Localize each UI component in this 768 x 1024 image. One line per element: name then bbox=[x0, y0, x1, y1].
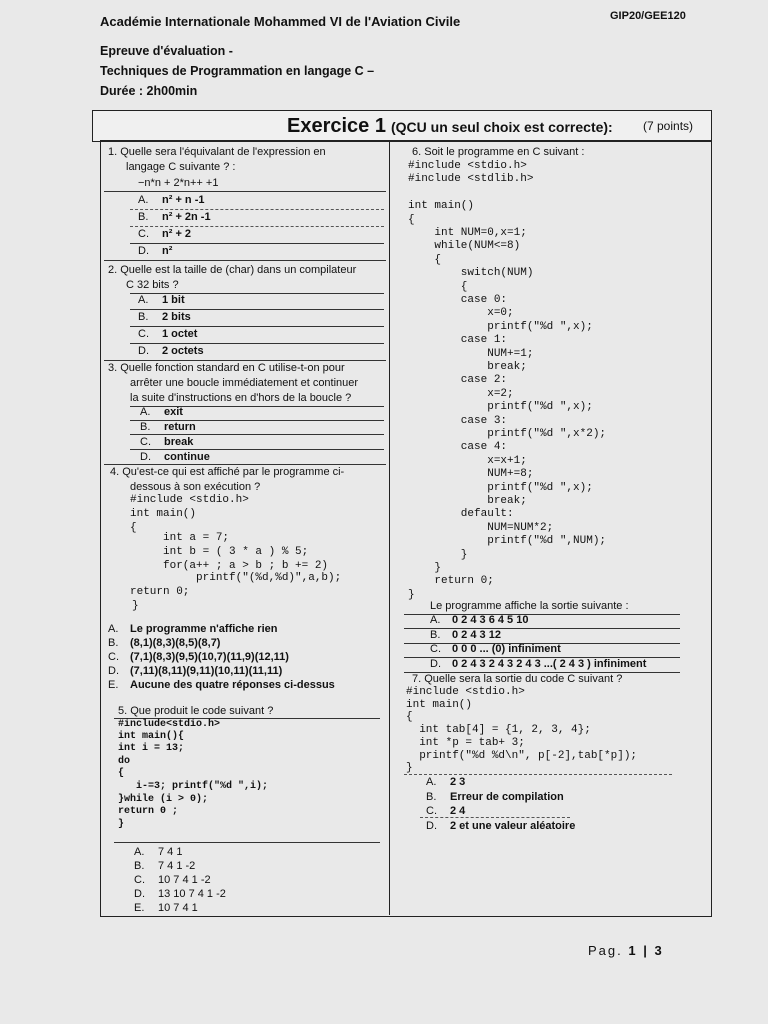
q3-text-line3: la suite d'instructions en d'hors de la boucle ? bbox=[130, 392, 352, 404]
q6-prompt: Le programme affiche la sortie suivante : bbox=[430, 600, 629, 612]
q6-code-line: x=x+1; bbox=[408, 454, 527, 467]
q6-code-line: { bbox=[408, 253, 442, 266]
q6-code-line: switch(NUM) bbox=[408, 267, 534, 280]
q5-option-d-letter: D. bbox=[134, 888, 145, 900]
q7-option-a: 2 3 bbox=[450, 776, 466, 788]
exam-duration: Durée : 2h00min bbox=[100, 84, 198, 98]
q7-option-c-letter: C. bbox=[426, 805, 437, 817]
q3-option-a-letter: A. bbox=[140, 406, 151, 418]
q7-option-c: 2 4 bbox=[450, 805, 466, 817]
q1-expression: −n*n + 2*n++ +1 bbox=[138, 177, 219, 189]
q4-code-line: int b = ( 3 * a ) % 5; bbox=[130, 546, 309, 558]
q4-code-line: printf("(%d,%d)",a,b); bbox=[130, 572, 342, 584]
q6-code-line: #include <stdlib.h> bbox=[408, 173, 534, 186]
q6-code-line: NUM+=1; bbox=[408, 347, 534, 360]
q5-code-line: int main(){ bbox=[118, 731, 185, 742]
q6-code-line: case 1: bbox=[408, 334, 508, 347]
q5-option-d: 13 10 7 4 1 -2 bbox=[158, 888, 226, 900]
q6-code-line: printf("%d ",x); bbox=[408, 401, 593, 414]
column-divider bbox=[389, 140, 390, 915]
q3-option-b-letter: B. bbox=[140, 421, 151, 433]
q6-code-line: return 0; bbox=[408, 575, 494, 588]
q5-code-line: #include<stdio.h> bbox=[118, 719, 221, 730]
q2-option-d-letter: D. bbox=[138, 345, 149, 357]
q3-text-line2: arrêter une boucle immédiatement et continuer bbox=[130, 377, 359, 389]
exercise-subtitle: (QCU un seul choix est correcte): bbox=[391, 119, 613, 135]
q4-option-b: (8,1)(8,3)(8,5)(8,7) bbox=[130, 637, 221, 649]
q6-option-c-letter: C. bbox=[430, 643, 441, 655]
q4-option-e: Aucune des quatre réponses ci-dessus bbox=[130, 679, 335, 691]
course-code: GIP20/GEE120 bbox=[610, 10, 686, 22]
q5-option-a-letter: A. bbox=[134, 846, 145, 858]
exercise-title-box bbox=[92, 110, 712, 142]
q4-option-c: (7,1)(8,3)(9,5)(10,7)(11,9)(12,11) bbox=[130, 651, 289, 663]
q5-code-line: return 0 ; bbox=[118, 806, 179, 817]
q5-option-e-letter: E. bbox=[134, 902, 145, 914]
q5-option-e: 10 7 4 1 bbox=[158, 902, 198, 914]
exercise-title: Exercice 1 bbox=[287, 115, 386, 137]
q7-option-b-letter: B. bbox=[426, 791, 437, 803]
q6-code-line: } bbox=[408, 562, 442, 574]
q1-option-a: n² + n -1 bbox=[162, 194, 205, 206]
q7-code-line: int main() bbox=[406, 699, 473, 711]
q3-option-d-letter: D. bbox=[140, 451, 151, 463]
q7-code-line: #include <stdio.h> bbox=[406, 686, 525, 698]
q6-option-c: 0 0 0 ... (0) infiniment bbox=[452, 643, 561, 655]
q4-code-line: } bbox=[132, 600, 139, 612]
q6-code-line: NUM+=8; bbox=[408, 468, 534, 481]
q1-option-b-letter: B. bbox=[138, 211, 149, 223]
q3-option-c-letter: C. bbox=[140, 436, 151, 448]
q4-option-c-letter: C. bbox=[108, 651, 119, 663]
q4-code-line: #include <stdio.h> bbox=[130, 494, 249, 506]
page-number bbox=[588, 943, 664, 958]
q2-option-a: 1 bit bbox=[162, 294, 185, 306]
q5-option-c-letter: C. bbox=[134, 874, 145, 886]
q4-option-e-letter: E. bbox=[108, 679, 119, 691]
q2-option-c: 1 octet bbox=[162, 328, 198, 340]
q6-option-a-letter: A. bbox=[430, 614, 441, 626]
q1-option-c-letter: C. bbox=[138, 228, 149, 240]
q7-option-d-letter: D. bbox=[426, 820, 437, 832]
q4-code-line: int main() bbox=[130, 508, 197, 520]
q4-code-line: int a = 7; bbox=[130, 532, 230, 544]
q6-code-line: x=0; bbox=[408, 307, 514, 320]
q7-code-line: int *p = tab+ 3; bbox=[406, 737, 525, 749]
q2-option-c-letter: C. bbox=[138, 328, 149, 340]
q6-code-line: int main() bbox=[408, 200, 475, 213]
q6-code-line: printf("%d ",x*2); bbox=[408, 428, 607, 440]
q6-code-line: default: bbox=[408, 508, 514, 521]
q6-option-b-letter: B. bbox=[430, 629, 441, 641]
q4-text-line1: 4. Qu'est-ce qui est affiché par le programme ci- bbox=[110, 466, 345, 478]
q6-code-line: x=2; bbox=[408, 387, 514, 400]
q1-option-b: n² + 2n -1 bbox=[162, 211, 211, 223]
q4-code-line: { bbox=[130, 522, 137, 534]
q6-code-line: printf("%d ",x); bbox=[408, 481, 593, 494]
q4-code-line: for(a++ ; a > b ; b += 2) bbox=[130, 560, 329, 572]
q5-code-line: int i = 13; bbox=[118, 743, 185, 754]
q6-text: 6. Soit le programme en C suivant : bbox=[412, 146, 585, 158]
q5-option-b: 7 4 1 -2 bbox=[158, 860, 196, 872]
exercise-points: (7 points) bbox=[643, 119, 694, 133]
q6-code-line: printf("%d ",x); bbox=[408, 320, 593, 333]
q3-option-a: exit bbox=[164, 406, 183, 418]
q7-text: 7. Quelle sera la sortie du code C suivant ? bbox=[412, 673, 623, 685]
q6-code-line: { bbox=[408, 213, 415, 226]
q1-option-d-letter: D. bbox=[138, 245, 149, 257]
q5-code-line: }while (i > 0); bbox=[118, 794, 209, 805]
q5-code-line: { bbox=[118, 768, 125, 779]
q3-text-line1: 3. Quelle fonction standard en C utilise-t-on pour bbox=[108, 362, 345, 374]
q1-option-c: n² + 2 bbox=[162, 228, 192, 240]
q2-text-line2: C 32 bits ? bbox=[126, 279, 179, 291]
q6-code-line: } bbox=[408, 548, 468, 561]
course-title: Techniques de Programmation en langage C – bbox=[100, 64, 375, 78]
q5-option-c: 10 7 4 1 -2 bbox=[158, 874, 211, 886]
q6-code-line: case 2: bbox=[408, 374, 508, 387]
q2-text-line1: 2. Quelle est la taille de (char) dans un compilateur bbox=[108, 264, 357, 276]
q1-option-a-letter: A. bbox=[138, 194, 149, 206]
institution-name: Académie Internationale Mohammed VI de l'Aviation Civile bbox=[100, 14, 461, 29]
q6-code-line: break; bbox=[408, 495, 527, 507]
q4-option-a-letter: A. bbox=[108, 623, 119, 635]
page-label: Pag. bbox=[588, 943, 623, 958]
q5-option-a: 7 4 1 bbox=[158, 846, 183, 858]
q2-option-a-letter: A. bbox=[138, 294, 149, 306]
q5-code-line: } bbox=[118, 819, 125, 830]
q6-option-b: 0 2 4 3 12 bbox=[452, 629, 501, 641]
q6-code-line: case 0: bbox=[408, 294, 508, 306]
q6-code-line: break; bbox=[408, 361, 527, 373]
q2-option-d: 2 octets bbox=[162, 345, 204, 357]
q6-code-line: while(NUM<=8) bbox=[408, 240, 521, 253]
q4-option-d-letter: D. bbox=[108, 665, 119, 677]
q5-option-b-letter: B. bbox=[134, 860, 145, 872]
page-value: 1 | 3 bbox=[628, 943, 664, 958]
q7-code-line: printf("%d %d\n", p[-2],tab[*p]); bbox=[406, 750, 638, 762]
q7-code-line: } bbox=[406, 762, 413, 774]
q6-code-line: printf("%d ",NUM); bbox=[408, 535, 607, 548]
q7-code-line: { bbox=[406, 711, 413, 723]
q4-code-line: return 0; bbox=[130, 586, 190, 598]
q6-option-d-letter: D. bbox=[430, 658, 441, 670]
q1-text-line2: langage C suivante ? : bbox=[126, 161, 236, 173]
q7-option-d: 2 et une valeur aléatoire bbox=[450, 820, 576, 832]
q5-code-line: i-=3; printf("%d ",i); bbox=[118, 781, 269, 792]
q6-code-line: { bbox=[408, 280, 468, 293]
q2-option-b-letter: B. bbox=[138, 311, 149, 323]
q6-code-line: case 4: bbox=[408, 441, 508, 454]
q7-code-line: int tab[4] = {1, 2, 3, 4}; bbox=[406, 724, 591, 736]
q6-code-line: NUM=NUM*2; bbox=[408, 521, 554, 534]
exam-type: Epreuve d'évaluation - bbox=[100, 44, 233, 58]
q7-option-a-letter: A. bbox=[426, 776, 437, 788]
q4-option-b-letter: B. bbox=[108, 637, 119, 649]
q3-option-d: continue bbox=[164, 451, 210, 463]
q1-text-line1: 1. Quelle sera l'équivalant de l'expression en bbox=[108, 146, 326, 158]
q7-option-b: Erreur de compilation bbox=[450, 791, 564, 803]
q5-text: 5. Que produit le code suivant ? bbox=[118, 705, 274, 717]
q4-text-line2: dessous à son exécution ? bbox=[130, 481, 261, 493]
q6-code-line: } bbox=[408, 588, 415, 601]
q1-option-d: n² bbox=[162, 245, 173, 257]
q6-code-line: case 3: bbox=[408, 414, 508, 427]
q2-option-b: 2 bits bbox=[162, 311, 191, 323]
q5-code-line: do bbox=[118, 756, 131, 767]
q6-code-line: #include <stdio.h> bbox=[408, 160, 527, 172]
q6-code-line: int NUM=0,x=1; bbox=[408, 227, 527, 239]
q4-option-a: Le programme n'affiche rien bbox=[130, 623, 278, 635]
q6-option-d: 0 2 4 3 2 4 3 2 4 3 ...( 2 4 3 ) infiniment bbox=[452, 658, 647, 670]
q6-option-a: 0 2 4 3 6 4 5 10 bbox=[452, 614, 529, 626]
q3-option-b: return bbox=[164, 421, 196, 433]
q3-option-c: break bbox=[164, 436, 194, 448]
q4-option-d: (7,11)(8,11)(9,11)(10,11)(11,11) bbox=[130, 665, 283, 677]
